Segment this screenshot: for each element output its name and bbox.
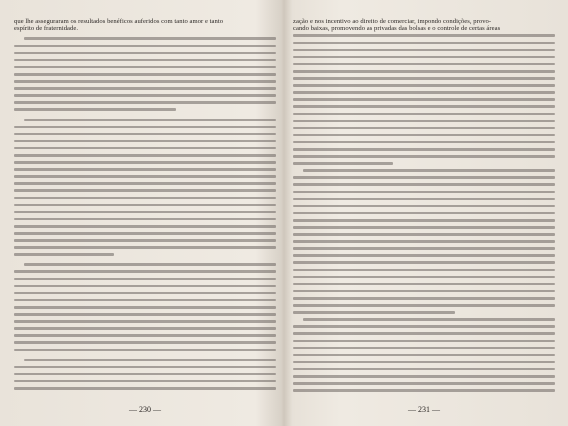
illegible-text-line (293, 373, 555, 380)
illegible-text-line (293, 316, 555, 323)
right-page-body (293, 18, 555, 394)
illegible-text-line (293, 259, 555, 266)
illegible-text-line (293, 188, 555, 195)
illegible-text-line (14, 56, 276, 63)
illegible-text-line (14, 85, 276, 92)
illegible-text-line (293, 96, 555, 103)
illegible-text-line (293, 103, 555, 110)
illegible-text-line (14, 201, 276, 208)
illegible-text-line (293, 366, 555, 373)
text-line: cando baixas, promovendo as privadas das bolsas e o controle de certas áreas (293, 25, 501, 33)
text-line: que lhe asseguraram os resultados benéficos auferidos com tanto amor e tanto (14, 18, 224, 25)
illegible-text-line (14, 71, 276, 78)
illegible-text-line (293, 387, 555, 394)
illegible-text-line (14, 145, 276, 152)
illegible-text-line (14, 275, 276, 282)
illegible-text-line (14, 194, 276, 201)
illegible-text-line (293, 174, 555, 181)
illegible-text-line (14, 187, 276, 194)
illegible-text-line (293, 344, 555, 351)
illegible-text-line (293, 132, 555, 139)
illegible-text-line (14, 208, 276, 215)
illegible-text-line (14, 289, 276, 296)
illegible-text-line (293, 32, 555, 39)
illegible-text-line (293, 167, 555, 174)
illegible-text-line (14, 378, 276, 385)
illegible-text-line (293, 238, 555, 245)
illegible-text-line (293, 351, 555, 358)
page-number: — 230 — (129, 405, 161, 414)
illegible-text-line (293, 160, 555, 167)
illegible-text-line (14, 173, 276, 180)
illegible-text-line (293, 302, 555, 309)
illegible-text-line (293, 217, 555, 224)
illegible-text-line (14, 251, 276, 258)
illegible-text-line (293, 245, 555, 252)
illegible-text-line (293, 195, 555, 202)
illegible-text-line (293, 153, 555, 160)
illegible-text-line (14, 99, 276, 106)
illegible-text-line (14, 230, 276, 237)
illegible-text-line (14, 311, 276, 318)
illegible-text-line (14, 282, 276, 289)
illegible-text-line (293, 146, 555, 153)
illegible-text-line (293, 202, 555, 209)
illegible-text-line (14, 297, 276, 304)
illegible-text-line (14, 216, 276, 223)
illegible-text-line (14, 339, 276, 346)
illegible-text-line (14, 385, 276, 392)
text-line: espírito de fraternidade. (14, 25, 79, 33)
page-number: — 231 — (408, 405, 440, 414)
illegible-text-line (14, 332, 276, 339)
illegible-text-line (293, 82, 555, 89)
illegible-text-line (14, 106, 276, 113)
illegible-text-line (14, 78, 276, 85)
illegible-text-line (293, 252, 555, 259)
illegible-text-line (14, 371, 276, 378)
illegible-text-line (14, 116, 276, 123)
illegible-text-line (293, 139, 555, 146)
illegible-text-line (14, 42, 276, 49)
illegible-text-line (14, 244, 276, 251)
illegible-text-line (293, 295, 555, 302)
illegible-text-line (14, 304, 276, 311)
illegible-text-line (14, 346, 276, 353)
illegible-text-line (14, 356, 276, 363)
illegible-text-line (293, 323, 555, 330)
illegible-text-line (293, 53, 555, 60)
illegible-text-line (14, 268, 276, 275)
illegible-text-line (14, 130, 276, 137)
illegible-text-line (293, 68, 555, 75)
illegible-text-line (293, 380, 555, 387)
illegible-text-line (14, 223, 276, 230)
illegible-text-line (293, 46, 555, 53)
illegible-text-line (14, 237, 276, 244)
illegible-text-line (14, 166, 276, 173)
illegible-text-line (14, 35, 276, 42)
illegible-text-line (293, 266, 555, 273)
text-line: zação e nos incentivo ao direito de comerciar, impondo condições, provo- (293, 18, 492, 25)
illegible-text-line (14, 64, 276, 71)
illegible-text-line (14, 325, 276, 332)
left-page (14, 18, 276, 416)
illegible-text-line (293, 337, 555, 344)
illegible-text-line (293, 39, 555, 46)
illegible-text-line (293, 288, 555, 295)
illegible-text-line (14, 180, 276, 187)
illegible-text-line (14, 49, 276, 56)
illegible-text-line (293, 359, 555, 366)
illegible-text-line (293, 75, 555, 82)
illegible-text-line (14, 159, 276, 166)
illegible-text-line (293, 280, 555, 287)
illegible-text-line (293, 231, 555, 238)
illegible-text-line (14, 261, 276, 268)
illegible-text-line (293, 309, 555, 316)
illegible-text-line (293, 89, 555, 96)
illegible-text-line (293, 224, 555, 231)
illegible-text-line (14, 123, 276, 130)
illegible-text-line (293, 210, 555, 217)
illegible-text-line (14, 92, 276, 99)
illegible-text-line (293, 273, 555, 280)
illegible-text-line (14, 152, 276, 159)
illegible-text-line (293, 117, 555, 124)
left-page-body (14, 18, 276, 394)
illegible-text-line (14, 363, 276, 370)
illegible-text-line (293, 330, 555, 337)
illegible-text-line (293, 124, 555, 131)
illegible-text-line (14, 318, 276, 325)
illegible-text-line (14, 138, 276, 145)
illegible-text-line (293, 110, 555, 117)
illegible-text-line (293, 181, 555, 188)
illegible-text-line (293, 61, 555, 68)
right-page (293, 18, 555, 416)
